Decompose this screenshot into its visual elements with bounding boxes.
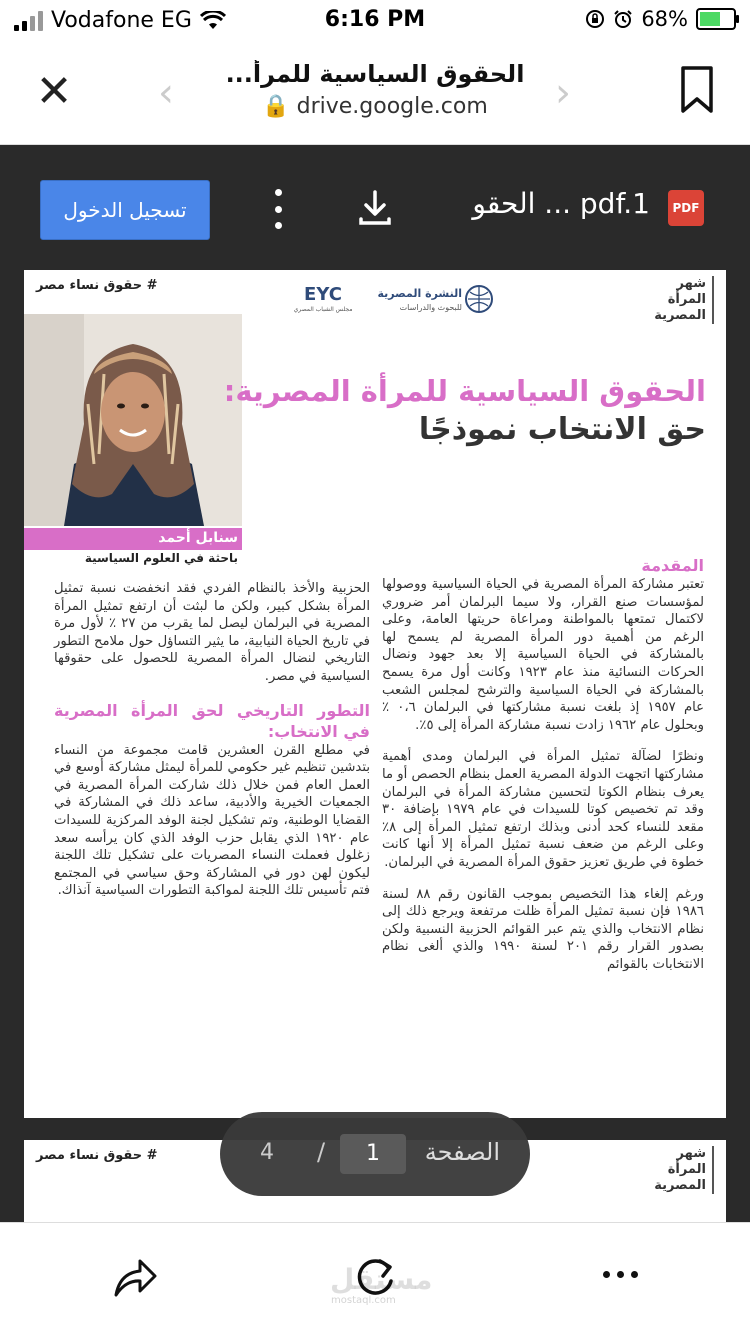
month-line-1: شهر: [676, 276, 706, 291]
battery-percent: 68%: [641, 7, 688, 31]
url-text: drive.google.com: [296, 94, 488, 119]
month-label: [654, 276, 714, 324]
right-paragraph-2: ونظرًا لضآلة تمثيل المرأة في البرلمان ومدى أهمية مشاركتها اتجهت الدولة المصرية العمل بنظام الحصص أو ما يعرف بنظام الكوتا لتحسين مشاركة المرأة في البرلمان وقد تم تخصيص كوتا للسيدات في عام ١٩٧٩ بإضافة ٣٠ مقعد للنساء كحد أدنى وبذلك ارتفع تمثيل المرأة إلى ٨٪ وعلى الرغم من ضعف نسبة تمثيل المرأة إلا أنها كانت خطوة في طريق تعزيز حقوق المرأة المصرية في البرلمان.: [381, 749, 704, 870]
carrier-label: Vodafone EG: [51, 8, 192, 33]
history-heading: التطور التاريخي لحق المرأة المصرية في الانتخاب:: [54, 700, 370, 741]
intro-heading: المقدمة: [641, 556, 704, 575]
browser-nav-bar: [0, 40, 750, 145]
pdf-icon: PDF: [668, 190, 704, 226]
status-right: [585, 7, 736, 31]
more-horizontal-icon[interactable]: [603, 1271, 638, 1278]
left-paragraph-1: الحزبية والأخذ بالنظام الفردي فقد انخفضت نسبة تمثيل المرأة بشكل كبير، ولكن ما لبثت أن ارتفع تمثيل المرأة المصرية في البرلمان ليصل لما يقرب من ٢٧ ٪ لأول مرة في تاريخ الحياة النيابية، ما يثير التساؤل حول ملامح التطور التاريخي لنضال المرأة المصرية للحصول على حقوقها السياسية في مصر.: [54, 581, 370, 684]
month-line-3: المصرية: [654, 308, 706, 323]
article-title-line-1: الحقوق السياسية للمرأة المصرية:: [223, 374, 706, 408]
author-photo: [24, 314, 242, 526]
page-title: الحقوق السياسية للمرأ...: [225, 60, 525, 88]
author-name-band: [24, 528, 242, 550]
author-role: باحثة في العلوم السياسية: [84, 551, 238, 565]
month-line-2: المرأة: [667, 1162, 706, 1177]
right-paragraph-3: ورغم إلغاء هذا التخصيص بموجب القانون رقم ٨٨ لسنة ١٩٨٦ فإن نسبة تمثيل المرأة ظلت مرتفعة ويرجع ذلك إلى نظام الانتخاب والذي يتم عبر القوائم الحزبية النسبية ولكن بصدور القرار رقم ٢٠١ لسنة ١٩٩٠ والذي ألغى نظام الانتخابات بالقوائم: [382, 886, 705, 972]
bookmark-icon[interactable]: [680, 66, 714, 114]
right-column: [382, 555, 704, 987]
month-line-1: شهر: [676, 1146, 706, 1161]
signin-button[interactable]: تسجيل الدخول: [40, 180, 210, 240]
logo2-text: EYC: [304, 284, 342, 305]
month-label-page-2: [654, 1146, 714, 1194]
status-bar: [0, 0, 750, 40]
right-paragraph-1: تعتبر مشاركة المرأة المصرية في الحياة السياسية ووصولها لمؤسسات صنع القرار، ولا سيما البرلمان أمر ضروري لاكتمال تمتعها بالمواطنة ومراعاة حريتها العامة، وعلى الرغم من أهمية دور المرأة المصرية لم يسمح لها بالمشاركة في الحياة السياسية إلا بعد جهود ونضال الحركات النسائية منذ عام ١٩٢٣ وكانت أول مرة يسمح بالمشاركة في الحياة السياسية والترشح لمجلس الشعب عام ١٩٥٧ إذ بلغت نسبة مشاركتها في البرلمان ٠،٦ ٪ وبحلول عام ١٩٦٢ زادت نسبة مشاركة المرأة إلى ٥٪.: [382, 577, 705, 733]
month-line-2: المرأة: [667, 292, 706, 307]
hashtag-label-page-2: # حقوق نساء مصر: [36, 1148, 158, 1163]
status-time: 6:16 PM: [324, 7, 426, 32]
eyc-logo: [292, 280, 354, 316]
left-column: [54, 580, 370, 914]
document-title: الحقو ... pdf.1: [472, 187, 650, 220]
page-indicator-label: الصفحة: [424, 1138, 500, 1166]
article-title-line-2: حق الانتخاب نموذجًا: [418, 412, 706, 447]
back-icon[interactable]: ‹: [158, 70, 174, 116]
month-line-3: المصرية: [654, 1178, 706, 1193]
left-paragraph-2: في مطلع القرن العشرين قامت مجموعة من النساء بتدشين تنظيم غير حكومي للمرأة ليمثل مشاركة أوسع في العمل العام فمن خلال ذلك شاركت المرأة المصرية في الجمعيات الخيرية والأدبية، ساعد ذلك في المشاركة في القضايا الوطنية، وتم تشكيل لجنة الوفد المركزية للسيدات عام ١٩٢٠ الذي يقابل حزب الوفد الذي كان يرأسه سعد زغلول فعملت النساء المصريات على تشكيل تلك اللجنة ليكون لهن دور في المشاركة وحق سياسي في المجتمع فتم تأسيس تلك اللجنة لمواكبة التطورات السياسية آنذاك.: [54, 742, 370, 899]
pdf-page-1[interactable]: [24, 270, 726, 1118]
total-pages: 4: [260, 1140, 274, 1165]
watermark-text: مستقل: [330, 1263, 433, 1296]
logo1-text: النشرة المصرية: [377, 287, 462, 300]
download-icon[interactable]: [355, 187, 395, 227]
share-icon[interactable]: [112, 1255, 158, 1299]
lock-rotation-icon: [585, 9, 605, 29]
current-page-input[interactable]: 1: [340, 1134, 406, 1174]
url-label: 🔒 drive.google.com: [262, 94, 488, 119]
pdf-viewer: [0, 145, 750, 1222]
forward-icon[interactable]: ›: [555, 70, 571, 116]
battery-icon: [696, 8, 736, 30]
logo1-sub: للبحوث والدراسات: [399, 303, 462, 312]
author-name: سنابل أحمد: [158, 530, 238, 546]
bottom-toolbar: [0, 1222, 750, 1335]
logo2-sub: مجلس الشباب المصري: [293, 306, 353, 313]
close-icon[interactable]: ✕: [35, 66, 73, 117]
page-indicator: [220, 1112, 530, 1196]
hashtag-label: # حقوق نساء مصر: [36, 278, 158, 293]
more-vertical-icon[interactable]: [268, 189, 288, 229]
watermark-subtext: mostaql.com: [331, 1295, 396, 1306]
page-separator: /: [317, 1138, 326, 1166]
alarm-icon: [613, 9, 633, 29]
egyptian-bulletin-logo: [364, 282, 494, 316]
viewer-toolbar: [0, 145, 750, 267]
